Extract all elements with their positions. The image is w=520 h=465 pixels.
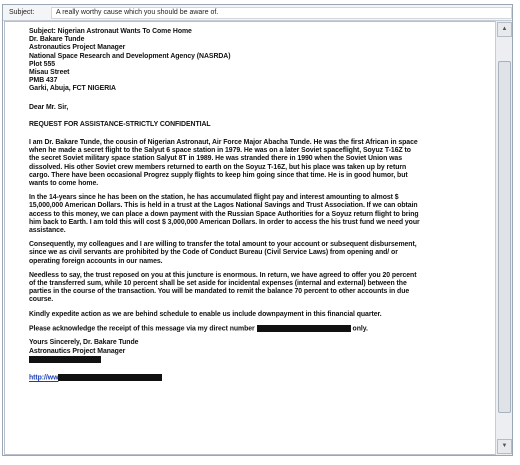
request-heading: REQUEST FOR ASSISTANCE-STRICTLY CONFIDENTIAL: [29, 120, 211, 128]
paragraph-1: [29, 139, 489, 188]
subject-bar: [3, 5, 512, 21]
vertical-scrollbar[interactable]: [495, 21, 512, 455]
scroll-down-arrow-icon[interactable]: ▼: [497, 439, 512, 454]
text-line: dissolved. His other Soviet crew members returned to earth on the Soyuz T-16Z, but his place was taken up by return: [29, 163, 407, 171]
scroll-up-arrow-icon[interactable]: ▲: [497, 22, 512, 37]
email-window: [2, 4, 513, 456]
subject-field[interactable]: A really worthy cause which you should be aware of.: [51, 7, 512, 19]
text-line: parties in the course of the transaction. You will be mandated to remit the balance 70 percent to other accounts in due: [29, 288, 410, 296]
header-line: Astronautics Project Manager: [29, 44, 126, 52]
header-line: Subject: Nigerian Astronaut Wants To Come Home: [29, 28, 192, 35]
header-line: Dr. Bakare Tunde: [29, 36, 85, 44]
header-line: PMB 437: [29, 77, 58, 85]
text-line: operating foreign accounts in our names.: [29, 257, 163, 265]
text-line: access to this money, we can place a down payment with the Russian Space Authorities for a Soyuz return flight to bring: [29, 210, 419, 218]
text-line: him back to Earth. I am told this will cost $ 3,000,000 American Dollars. In order to access the his trust fund we need your: [29, 218, 420, 226]
text-line: cargo. There have been occasional Progrez supply flights to keep him going since that time. He is in good humor, but: [29, 171, 408, 179]
header-line: Misau Street: [29, 69, 70, 77]
text-line: Needless to say, the trust reposed on you at this juncture is enormous. In return, we have agreed to offer you 20 percent: [29, 271, 417, 279]
signature-title: Astronautics Project Manager: [29, 347, 126, 355]
paragraph-6: [29, 325, 489, 334]
salutation: Dear Mr. Sir,: [29, 103, 69, 111]
paragraph-4: [29, 272, 489, 305]
paragraph-5: Kindly expedite action as we are behind schedule to enable us include downpayment in this financial quarter.: [29, 310, 382, 318]
website-link[interactable]: http://ww: [29, 374, 59, 382]
text-line: since we as civil servants are prohibited by the Code of Conduct Bureau (Civil Service Laws) from opening and/ or: [29, 249, 398, 257]
text-line: when he made a secret flight to the Salyut 6 space station in 1979. He was on a later Soviet spaceflight, Soyuz T-16Z to: [29, 147, 411, 155]
redacted-url: [58, 374, 162, 381]
text-line: Consequently, my colleagues and I are willing to transfer the total amount to your account or subsequent disbursement,: [29, 241, 417, 249]
text-line: In the 14-years since he has been on the station, he has accumulated flight pay and interest amounting to almost $: [29, 194, 399, 202]
scrollbar-thumb[interactable]: [498, 61, 511, 413]
subject-label: Subject:: [9, 9, 35, 16]
closing: [29, 339, 489, 364]
acknowledge-suffix: only.: [350, 325, 368, 333]
redacted-phone-number: [257, 325, 351, 332]
signature-line: Yours Sincerely, Dr. Bakare Tunde: [29, 339, 139, 347]
text-line: course.: [29, 296, 54, 304]
text-line: the secret Soviet military space station Salyut 8T in 1989. He was stranded there in 1990 when the Soviet Union was: [29, 155, 402, 163]
header-line: Garki, Abuja, FCT NIGERIA: [29, 85, 116, 93]
header-line: National Space Research and Development Agency (NASRDA): [29, 52, 231, 60]
link-row: [29, 374, 489, 383]
acknowledge-text: Please acknowledge the receipt of this message via my direct number: [29, 325, 255, 333]
text-line: of the transferred sum, while 10 percent shall be set aside for incidental expenses (internal and external) between the: [29, 280, 407, 288]
signature-redacted-row: [29, 356, 489, 365]
redacted-contact: [29, 356, 101, 363]
paragraph-2: [29, 194, 489, 235]
paragraph-3: [29, 241, 489, 266]
text-line: 15,000,000 American Dollars. This is held in a trust at the Lagos National Savings and Trust Association. If we can obtain: [29, 202, 418, 210]
text-line: assistance.: [29, 227, 66, 235]
text-line: wants to come home.: [29, 180, 99, 188]
message-body[interactable]: [4, 21, 495, 455]
header-line: Plot 555: [29, 60, 56, 68]
text-line: I am Dr. Bakare Tunde, the cousin of Nigerian Astronaut, Air Force Major Abacha Tunde. He was the first African in space: [29, 139, 418, 147]
letter-header: [29, 28, 489, 94]
